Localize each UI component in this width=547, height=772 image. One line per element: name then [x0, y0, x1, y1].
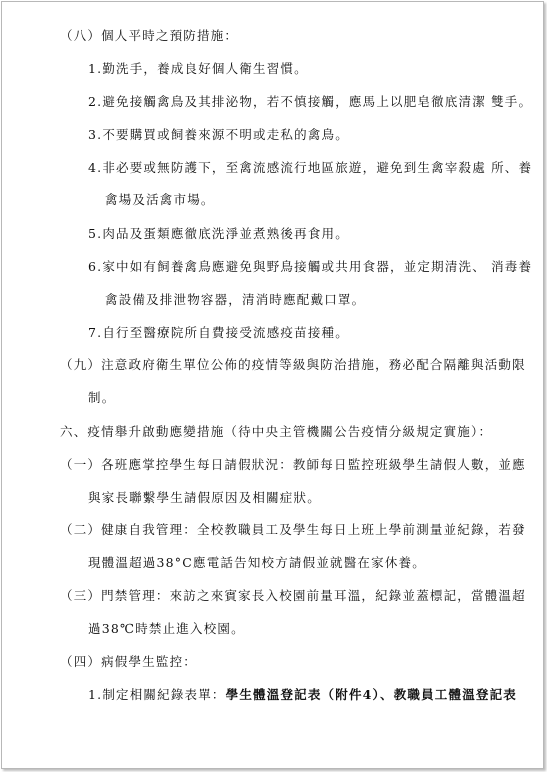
- s6-p3-line-1: （三）門禁管理：來訪之來賓家長入校園前量耳溫，紀錄並蓋標記，當體溫超: [60, 588, 526, 603]
- s6-p4-item-1-forms: 學生體溫登記表（附件4）、教職員工體溫登記表: [225, 687, 517, 702]
- s6-p2-line-1: （二）健康自我管理：全校教職員工及學生每日上班上學前測量並紀錄，若發: [60, 522, 526, 537]
- s8-item-1: 1.勤洗手，養成良好個人衛生習慣。: [88, 61, 308, 76]
- s8-item-4: 4.非必要或無防護下，至禽流感流行地區旅遊，避免到生禽宰殺處 所、養: [88, 160, 533, 175]
- s8-item-5: 5.肉品及蛋類應徹底洗淨並煮熟後再食用。: [88, 226, 349, 241]
- s6-p1-line-1: （一）各班應掌控學生每日請假狀況：教師每日監控班級學生請假人數，並應: [60, 457, 526, 472]
- s8-item-2: 2.避免接觸禽鳥及其排泌物，若不慎接觸，應馬上以肥皂徹底清潔 雙手。: [88, 94, 533, 109]
- s8-item-3: 3.不要購買或飼養來源不明或走私的禽鳥。: [88, 127, 349, 142]
- section-8-heading: （八）個人平時之預防措施：: [60, 28, 239, 43]
- s6-p1-line-2: 與家長聯繫學生請假原因及相關症狀。: [88, 490, 321, 505]
- s6-p3-line-2: 過38℃時禁止進入校園。: [88, 621, 245, 636]
- s6-p2-line-2: 現體溫超過38°C應電話告知校方請假並就醫在家休養。: [88, 555, 426, 570]
- s8-item-4-cont: 禽場及活禽市場。: [105, 192, 215, 207]
- s6-p4-item-1-prefix: 1.制定相關紀錄表單：: [88, 687, 226, 702]
- section-6-heading: 六、疫情舉升啟動應變措施（待中央主管機關公告疫情分級規定實施）：: [60, 424, 493, 439]
- s8-item-7: 7.自行至醫療院所自費接受流感疫苗接種。: [88, 325, 349, 340]
- s6-p4-item-1: [88, 687, 517, 703]
- section-9-line-2: 制。: [88, 390, 116, 405]
- section-9-line-1: （九）注意政府衛生單位公佈的疫情等級與防治措施，務必配合隔離與活動限: [60, 357, 526, 372]
- s8-item-6: 6.家中如有飼養禽鳥應避免與野鳥接觸或共用食器，並定期清洗、 消毒養: [88, 259, 533, 274]
- s6-p4-heading: （四）病假學生監控：: [60, 654, 198, 669]
- s8-item-6-cont: 禽設備及排泄物容器，清消時應配戴口罩。: [105, 292, 366, 307]
